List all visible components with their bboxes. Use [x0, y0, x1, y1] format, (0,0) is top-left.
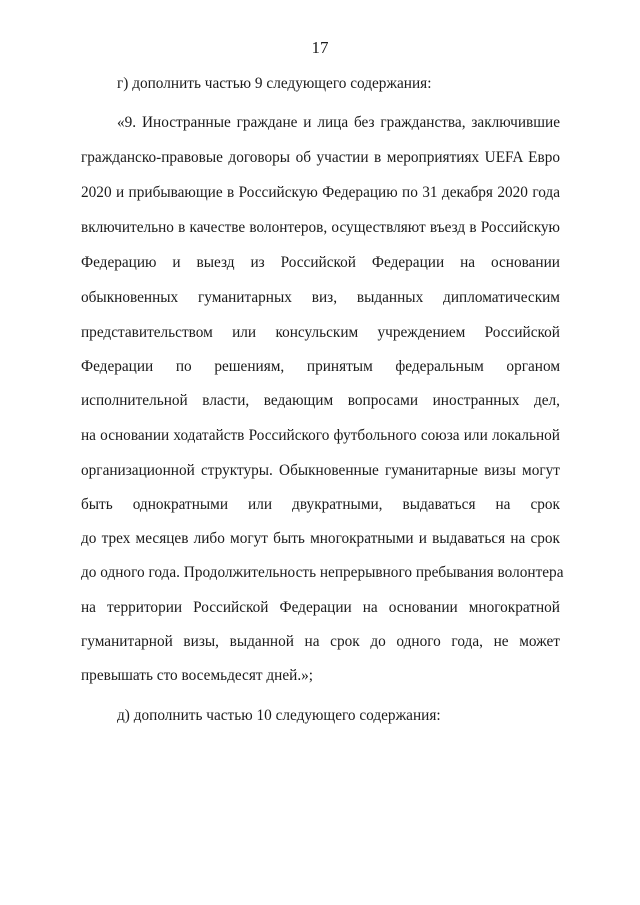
amendment-item-d: д) дополнить частью 10 следующего содержания:: [117, 707, 441, 724]
amendment-item-g: г) дополнить частью 9 следующего содержания:: [117, 75, 432, 92]
paragraph-line: гражданско-правовые договоры об участии в мероприятиях UEFA Евро: [81, 149, 560, 166]
paragraph-line: исполнительной власти, ведающим вопросами иностранных дел,: [81, 392, 560, 409]
paragraph-line: «9. Иностранные граждане и лица без гражданства, заключившие: [117, 114, 560, 131]
paragraph-line: до трех месяцев либо могут быть многократными и выдаваться на срок: [81, 530, 560, 547]
paragraph-line: включительно в качестве волонтеров, осуществляют въезд в Российскую: [81, 219, 560, 236]
paragraph-line: гуманитарной визы, выданной на срок до одного года, не может: [81, 633, 560, 650]
paragraph-line: Федерации по решениям, принятым федеральным органом: [81, 358, 560, 375]
paragraph-last-line: превышать сто восемьдесят дней.»;: [81, 667, 314, 684]
paragraph-line: организационной структуры. Обыкновенные гуманитарные визы могут: [81, 462, 560, 479]
paragraph-line: быть однократными или двукратными, выдаваться на срок: [81, 496, 560, 513]
paragraph-line: 2020 и прибывающие в Российскую Федерацию по 31 декабря 2020 года: [81, 184, 560, 201]
paragraph-line: представительством или консульским учреждением Российской: [81, 324, 560, 341]
paragraph-line: на территории Российской Федерации на основании многократной: [81, 599, 560, 616]
page-number: 17: [311, 38, 329, 57]
paragraph-line: Федерацию и выезд из Российской Федерации на основании: [81, 254, 560, 271]
paragraph-line: на основании ходатайств Российского футбольного союза или локальной: [81, 427, 560, 444]
paragraph-line: до одного года. Продолжительность непрерывного пребывания волонтера: [81, 564, 564, 581]
paragraph-line: обыкновенных гуманитарных виз, выданных дипломатическим: [81, 289, 560, 306]
